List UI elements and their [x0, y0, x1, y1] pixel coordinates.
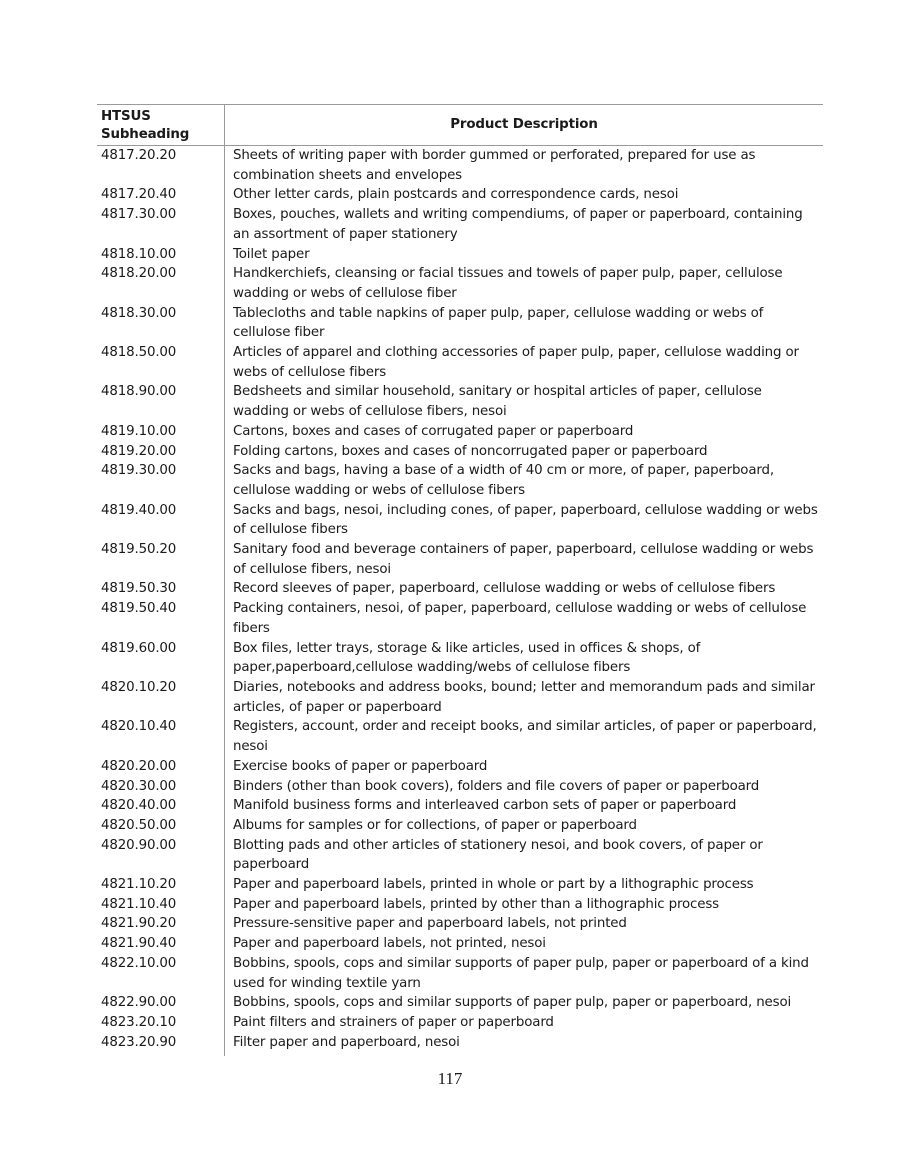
product-description-cell: Registers, account, order and receipt books, and similar articles, of paper or paperboard, nesoi	[233, 719, 817, 755]
product-description-cell: Cartons, boxes and cases of corrugated paper or paperboard	[233, 423, 634, 439]
product-description-cell: Paint filters and strainers of paper or paperboard	[233, 1014, 554, 1030]
htsus-code-cell: 4817.30.00	[101, 207, 177, 223]
htsus-code-cell: 4817.20.20	[101, 148, 177, 163]
table-row	[97, 422, 823, 442]
page-number: 117	[437, 1069, 463, 1088]
htsus-code-cell: 4822.90.00	[101, 995, 177, 1011]
htsus-code-cell: 4818.50.00	[101, 345, 177, 361]
htsus-code-cell: 4819.10.00	[101, 423, 177, 439]
table-row	[97, 540, 823, 579]
table-row	[97, 934, 823, 954]
htsus-code-cell: 4818.20.00	[101, 266, 177, 282]
header-htsus-subheading: HTSUS Subheading	[101, 109, 190, 142]
table-row	[97, 264, 823, 303]
product-description-cell: Paper and paperboard labels, not printed, nesoi	[233, 936, 546, 952]
htsus-code-cell: 4819.60.00	[101, 640, 177, 656]
table-row	[97, 678, 823, 717]
product-description-cell: Bedsheets and similar household, sanitary or hospital articles of paper, cellulose wadding or webs of cellulose fibers, nesoi	[233, 384, 762, 420]
product-description-cell: Sacks and bags, nesoi, including cones, of paper, paperboard, cellulose wadding or webs of cellulose fibers	[233, 502, 818, 538]
table-row	[97, 993, 823, 1013]
table-row	[97, 382, 823, 421]
htsus-code-cell: 4818.90.00	[101, 384, 177, 400]
product-description-cell: Other letter cards, plain postcards and correspondence cards, nesoi	[233, 187, 679, 203]
product-description-cell: Record sleeves of paper, paperboard, cellulose wadding or webs of cellulose fibers	[233, 581, 776, 597]
htsus-code-cell: 4820.50.00	[101, 817, 177, 833]
htsus-code-cell: 4819.50.20	[101, 542, 177, 558]
product-description-cell: Paper and paperboard labels, printed by other than a lithographic process	[233, 896, 720, 912]
table-row	[97, 579, 823, 599]
table-row	[97, 599, 823, 638]
table-row	[97, 875, 823, 895]
htsus-code-cell: 4820.90.00	[101, 837, 177, 853]
product-description-cell: Packing containers, nesoi, of paper, paperboard, cellulose wadding or webs of cellulose fibers	[233, 601, 807, 636]
htsus-code-cell: 4819.50.30	[101, 581, 177, 597]
table-row	[97, 1013, 823, 1033]
table-row	[97, 816, 823, 836]
product-description-cell: Paper and paperboard labels, printed in whole or part by a lithographic process	[233, 877, 754, 893]
product-description-cell: Articles of apparel and clothing accessories of paper pulp, paper, cellulose wadding or webs of cellulose fibers	[233, 345, 799, 380]
htsus-code-cell: 4823.20.90	[101, 1034, 177, 1050]
product-description-cell: Albums for samples or for collections, of paper or paperboard	[233, 817, 637, 833]
table-row	[97, 895, 823, 915]
product-description-cell: Box files, letter trays, storage & like articles, used in offices & shops, of paper,paperboard,cellulose wadding/webs of cellulose fibers	[233, 640, 701, 676]
table-row	[97, 245, 823, 265]
product-description-cell: Folding cartons, boxes and cases of noncorrugated paper or paperboard	[233, 443, 708, 459]
product-description-cell: Diaries, notebooks and address books, bound; letter and memorandum pads and similar articles, of paper or paperboard	[233, 679, 815, 715]
htsus-code-cell: 4821.10.20	[101, 877, 177, 893]
product-description-cell: Tablecloths and table napkins of paper pulp, paper, cellulose wadding or webs of cellulose fiber	[233, 305, 764, 341]
table-row	[97, 461, 823, 500]
table-row	[97, 146, 823, 185]
product-description-cell: Toilet paper	[233, 246, 310, 262]
table-row	[97, 639, 823, 678]
htsus-table	[97, 104, 823, 1052]
header-product-description: Product Description	[450, 117, 598, 132]
product-description-cell: Pressure-sensitive paper and paperboard labels, not printed	[233, 916, 627, 932]
table-row	[97, 205, 823, 244]
table-row	[97, 717, 823, 756]
table-row	[97, 757, 823, 777]
table-header	[97, 104, 823, 146]
table-row	[97, 777, 823, 797]
htsus-code-cell: 4820.10.20	[101, 679, 177, 695]
product-description-cell: Bobbins, spools, cops and similar supports of paper pulp, paper or paperboard of a kind used for winding textile yarn	[233, 955, 809, 991]
htsus-code-cell: 4821.90.40	[101, 936, 177, 952]
product-description-cell: Sheets of writing paper with border gummed or perforated, prepared for use as combination sheets and envelopes	[233, 148, 756, 183]
product-description-cell: Binders (other than book covers), folders and file covers of paper or paperboard	[233, 778, 760, 794]
product-description-cell: Blotting pads and other articles of stationery nesoi, and book covers, of paper or paperboard	[233, 837, 763, 873]
htsus-code-cell: 4817.20.40	[101, 187, 177, 203]
product-description-cell: Filter paper and paperboard, nesoi	[233, 1034, 460, 1050]
htsus-code-cell: 4819.40.00	[101, 502, 177, 518]
product-description-cell: Exercise books of paper or paperboard	[233, 758, 488, 774]
htsus-code-cell: 4819.20.00	[101, 443, 177, 459]
htsus-code-cell: 4819.30.00	[101, 463, 177, 479]
product-description-cell: Sanitary food and beverage containers of paper, paperboard, cellulose wadding or webs of cellulose fibers, nesoi	[233, 542, 814, 577]
htsus-code-cell: 4819.50.40	[101, 601, 177, 617]
product-description-cell: Boxes, pouches, wallets and writing compendiums, of paper or paperboard, containing an assortment of paper stationery	[233, 207, 803, 242]
table-row	[97, 304, 823, 343]
table-row	[97, 442, 823, 462]
product-description-cell: Sacks and bags, having a base of a width of 40 cm or more, of paper, paperboard, cellulose wadding or webs of cellulose fibers	[233, 463, 774, 498]
table-row	[97, 954, 823, 993]
table-row	[97, 914, 823, 934]
product-description-cell: Bobbins, spools, cops and similar supports of paper pulp, paper or paperboard, nesoi	[233, 995, 792, 1011]
product-description-cell: Manifold business forms and interleaved carbon sets of paper or paperboard	[233, 798, 737, 814]
table-row	[97, 796, 823, 816]
product-description-cell: Handkerchiefs, cleansing or facial tissues and towels of paper pulp, paper, cellulose wadding or webs of cellulose fiber	[233, 266, 783, 301]
htsus-code-cell: 4821.90.20	[101, 916, 177, 932]
htsus-code-cell: 4818.10.00	[101, 246, 177, 262]
htsus-code-cell: 4820.10.40	[101, 719, 177, 735]
htsus-code-cell: 4823.20.10	[101, 1014, 177, 1030]
table-row	[97, 343, 823, 382]
table-row	[97, 185, 823, 205]
table-body	[97, 146, 823, 1052]
htsus-code-cell: 4820.20.00	[101, 758, 177, 774]
table-row	[97, 836, 823, 875]
htsus-code-cell: 4820.30.00	[101, 778, 177, 794]
column-divider	[224, 104, 225, 1056]
htsus-code-cell: 4821.10.40	[101, 896, 177, 912]
htsus-code-cell: 4822.10.00	[101, 955, 177, 971]
htsus-code-cell: 4818.30.00	[101, 305, 177, 321]
htsus-code-cell: 4820.40.00	[101, 798, 177, 814]
table-row	[97, 1033, 823, 1053]
table-row	[97, 501, 823, 540]
